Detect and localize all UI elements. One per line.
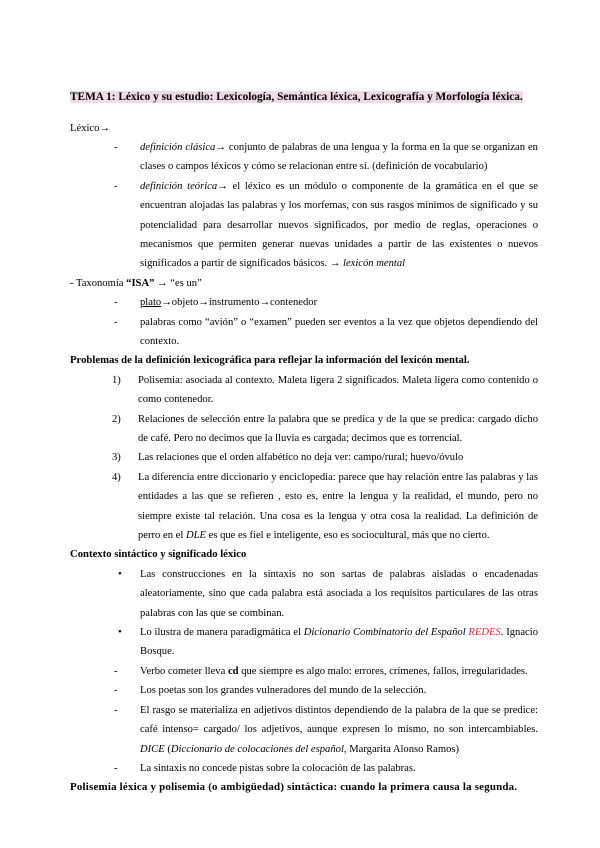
dice-abbr: DICE: [140, 743, 165, 755]
problemas-list: [70, 371, 538, 546]
taxonomia-line: [70, 274, 538, 293]
list-item: [112, 468, 538, 546]
problemas-heading: Problemas de la definición lexicográfica para reflejar la información del lexicón mental.: [70, 354, 470, 367]
dice-open: (: [164, 743, 171, 755]
list-item: [114, 701, 538, 759]
list-item: [114, 293, 538, 312]
page-title-highlight: TEMA 1: Léxico y su estudio: Lexicología, Semántica léxica, Lexicografía y Morfología léxica.: [70, 91, 523, 103]
definicion-clasica-term: definición clásica: [140, 141, 216, 153]
list-item: Relaciones de selección entre la palabra que se predica y de la que se predica: cargado dicho de café. Pero no decimos que la lluvia es cargada; decimos que es torrencial.: [138, 413, 538, 444]
definicion-clasica-text: conjunto de palabras de una lengua y la forma en la que se organizan en clases o campos léxicos y cómo se relacionan entre sí. (definición de vocabulario): [140, 141, 538, 173]
dice-title: Diccionario de colocaciones del español: [170, 743, 344, 755]
plato-term: plato: [140, 297, 162, 309]
contexto-bullet-list: [70, 565, 538, 662]
definicion-teorica-arrow: →: [217, 180, 228, 192]
redes-title: Dicionario Combinatorio del Español: [303, 627, 466, 639]
list-item: Polisemia: asociada al contexto. Maleta ligera 2 significados. Maleta ligera como contenido o como contenedor.: [138, 374, 538, 406]
contexto-heading: Contexto sintáctico y significado léxico: [70, 548, 247, 561]
list-item: [114, 177, 538, 274]
definicion-teorica-term: definición teórica: [140, 180, 218, 192]
definicion-teorica-text: el léxico es un módulo o componente de la gramática en el que se encuentran alojadas las palabras y los morfemas, con sus rasgos mínimos de significado y su potencialidad para desarrollar nuevos significados, por medio de reglas, operaciones o mecanismos que permiten generar nuevas unidades a partir de las existentes o nuevos significados a partir de significados básicos. →: [140, 180, 538, 270]
final-heading: Polisemia léxica y polisemia (o ambigüedad) sintáctica: cuando la primera causa la segunda.: [70, 781, 518, 794]
lexico-lead-line: Léxico→: [70, 122, 111, 134]
list-item: - Los poetas son los grandes vulneradores del mundo de la selección.: [114, 681, 538, 700]
list-item: Las relaciones que el orden alfabético no deja ver: campo/rural; huevo/óvulo: [138, 452, 464, 464]
dice-author: , Margarita Alonso Ramos): [343, 743, 460, 755]
plato-chain: →objeto→instrumento→contenedor: [161, 297, 318, 309]
taxonomia-list: [70, 293, 538, 351]
redes-author: . Ignacio Bosque.: [140, 627, 538, 658]
contexto-dash-list: [70, 662, 538, 778]
problema-4-text: La diferencia entre diccionario y enciclopedia: parece que hay relación entre las palabras y las entidades a las que se refieren , esto es, entre la lengua y la realidad, el mundo, pero no siempre existe tal relación. Una cosa es la lengua y otra cosa la realidad. La definición de perro en el: [138, 471, 538, 542]
lexico-definition-list: [70, 138, 538, 274]
taxonomia-suffix: → “es un”: [154, 277, 202, 289]
taxonomia-prefix: - Taxonomía: [70, 277, 127, 289]
cometer-post: que siempre es algo malo: errores, crímenes, fallos, irregularidades.: [238, 665, 528, 677]
list-item: [118, 623, 538, 662]
cd-abbr: cd: [227, 665, 239, 677]
page-title: [70, 88, 538, 108]
problema-4-tail: es que es fiel e inteligente, eso es sociocultural, más que no cierto.: [205, 530, 490, 542]
list-item: • Las construcciones en la sintaxis no son sartas de palabras aisladas o encadenadas aleatoriamente, sino que cada palabra está asociada a los requisitos particulares de las otras palabras con las que se combinan.: [118, 565, 538, 623]
taxonomia-isa-term: “ISA”: [126, 277, 155, 289]
list-item: - La sintaxis no concede pistas sobre la colocación de las palabras.: [114, 759, 538, 778]
redes-intro: Lo ilustra de manera paradigmática el: [140, 627, 304, 639]
definicion-clasica-arrow: →: [215, 141, 226, 153]
list-item: [114, 138, 538, 177]
redes-acronym: REDES: [468, 627, 501, 639]
list-item: [114, 662, 538, 681]
list-item: - palabras como “avión” o “examen” pueden ser eventos a la vez que objetos dependiendo del contexto.: [114, 313, 538, 352]
dle-abbr: DLE: [185, 530, 206, 542]
rasgo-text: El rasgo se materializa en adjetivos distintos dependiendo de la palabra de la que se predice: café intenso= cargado/ los adjetivos, aunque expresen lo mismo, no son intercambiables.: [140, 704, 538, 736]
lexicon-mental-term: lexicón mental: [343, 258, 406, 270]
cometer-pre: Verbo cometer lleva: [140, 665, 228, 677]
